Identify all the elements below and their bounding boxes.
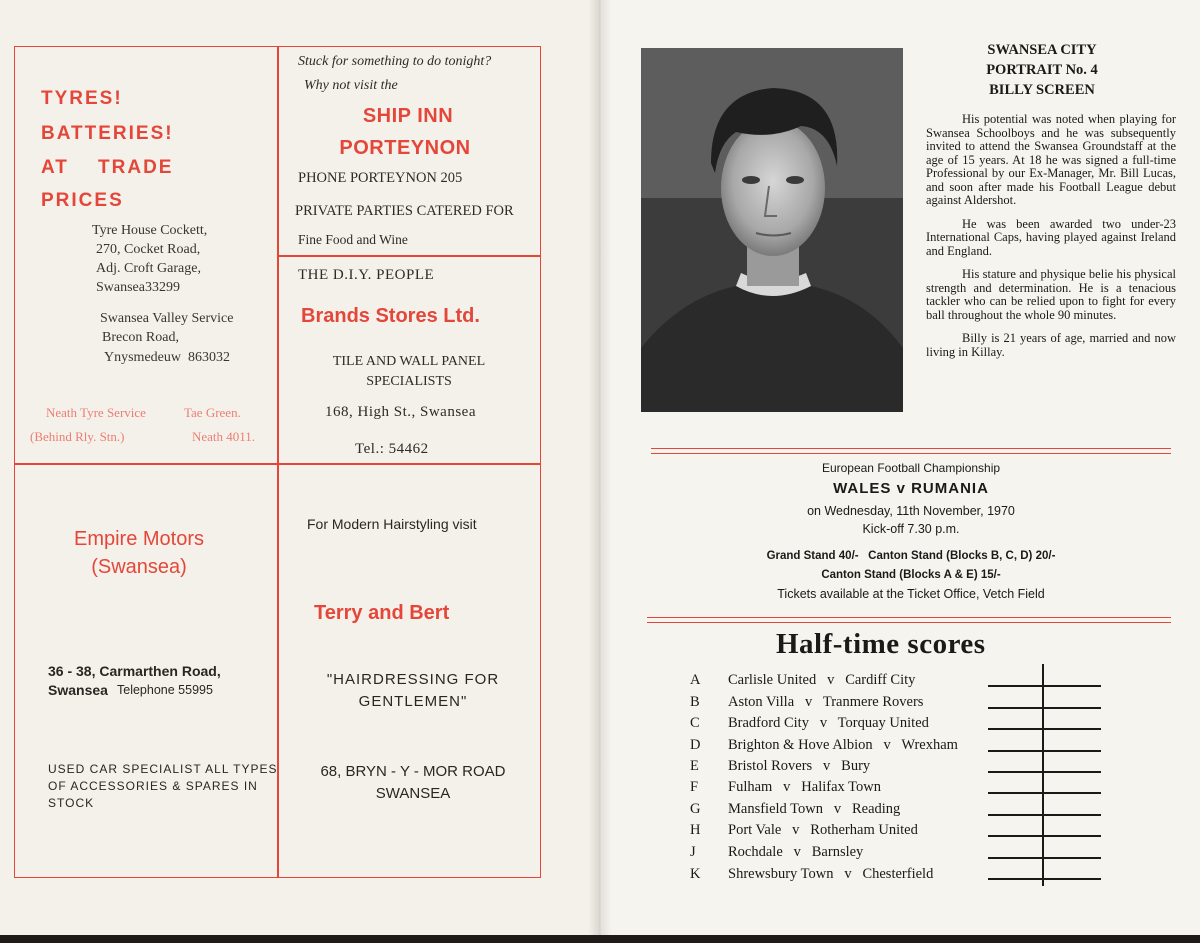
row-match: Bradford City v Torquay United <box>728 715 929 731</box>
brands-stores-name: Brands Stores Ltd. <box>301 305 480 327</box>
tyres-headline-3: AT TRADE <box>41 157 174 178</box>
diy-tagline: THE D.I.Y. PEOPLE <box>298 267 435 283</box>
bio-paragraph: His potential was noted when playing for Swansea Schoolboys and he was subsequently invited to attend the Swansea Groundstaff at the age of 15 years. At 18 he was signed a full-time Professional by our Ex-Manager, Mr. Bill Lucas, and soon after made his Football League debut against Aldershot. <box>926 112 1176 207</box>
row-match: Port Vale v Rotherham United <box>728 822 918 838</box>
ship-name: SHIP INN <box>362 105 454 127</box>
row-match: Mansfield Town v Reading <box>728 801 901 817</box>
tyres-address2-line: Brecon Road, <box>102 330 179 345</box>
neath-behind: (Behind Rly. Stn.) <box>30 429 125 444</box>
empire-motors-name: Empire Motors (Swansea) <box>73 528 205 578</box>
tyres-headline-2: BATTERIES! <box>41 123 174 144</box>
score-column-divider <box>1042 664 1044 886</box>
tyres-address1-line: 270, Cocket Road, <box>96 242 201 257</box>
score-entry-line <box>988 814 1101 816</box>
championship-kickoff: Kick-off 7.30 p.m. <box>862 522 960 536</box>
row-letter: D <box>690 737 701 753</box>
ticket-prices-2: Canton Stand (Blocks A & E) 15/- <box>821 569 1001 581</box>
diy-telephone: Tel.: 54462 <box>355 441 429 457</box>
grid-horizontal-divider <box>14 463 541 465</box>
neath-location: Tae Green. <box>184 405 241 420</box>
half-time-title: Half-time scores <box>776 628 986 660</box>
tyres-address1-line: Swansea33299 <box>96 280 180 295</box>
terry-and-bert-name: Terry and Bert <box>314 602 450 624</box>
row-match: Fulham v Halifax Town <box>728 779 881 795</box>
player-photo <box>641 48 903 412</box>
row-letter: K <box>690 866 701 882</box>
row-letter: G <box>690 801 701 817</box>
ship-location: PORTEYNON <box>339 137 471 159</box>
portrait-illustration <box>641 48 903 412</box>
player-biography <box>926 113 1176 369</box>
tyres-address1-line: Tyre House Cockett, <box>92 223 208 238</box>
row-match: Brighton & Hove Albion v Wrexham <box>728 737 958 753</box>
divider-bottom <box>647 617 1171 623</box>
score-entry-line <box>988 685 1101 687</box>
hair-intro: For Modern Hairstyling visit <box>307 516 477 532</box>
spine-fold <box>588 0 612 935</box>
empire-used-cars: USED CAR SPECIALIST ALL TYPES OF ACCESSORIES & SPARES IN STOCK <box>48 762 278 810</box>
score-entry-line <box>988 835 1101 837</box>
row-letter: E <box>690 758 699 774</box>
bio-paragraph: Billy is 21 years of age, married and now living in Killay. <box>926 331 1176 359</box>
row-letter: C <box>690 715 700 731</box>
neath-phone: Neath 4011. <box>192 429 256 444</box>
ship-phone: PHONE PORTEYNON 205 <box>298 170 463 186</box>
empire-address-line2: Swansea <box>48 682 108 698</box>
score-entry-line <box>988 750 1101 752</box>
row-match: Bristol Rovers v Bury <box>728 758 871 774</box>
diy-specialists: TILE AND WALL PANEL SPECIALISTS <box>332 354 486 389</box>
portrait-title-2: PORTRAIT No. 4 <box>986 62 1098 78</box>
row-letter: A <box>690 672 701 688</box>
ship-diy-divider <box>277 255 541 257</box>
championship-match: WALES v RUMANIA <box>833 480 989 497</box>
hair-slogan: "HAIRDRESSING FOR GENTLEMEN" <box>326 671 500 710</box>
row-match: Rochdale v Barnsley <box>728 844 864 860</box>
row-match: Shrewsbury Town v Chesterfield <box>728 866 934 882</box>
ship-food: Fine Food and Wine <box>298 232 408 247</box>
bio-paragraph: His stature and physique belie his physical strength and determination. He is a tenacious tackler who can be relied upon to fight for every ball throughout the whole 90 minutes. <box>926 267 1176 322</box>
row-match: Aston Villa v Tranmere Rovers <box>728 694 924 710</box>
bio-paragraph: He was been awarded two under-23 International Caps, having played against Ireland and England. <box>926 216 1176 258</box>
ship-parties: PRIVATE PARTIES CATERED FOR <box>295 203 514 219</box>
score-entry-line <box>988 857 1101 859</box>
tyres-headline-1: TYRES! <box>41 88 123 109</box>
empire-telephone: Telephone 55995 <box>117 683 213 697</box>
tyres-headline-4: PRICES <box>41 190 124 211</box>
neath-service: Neath Tyre Service <box>46 405 146 420</box>
score-entry-line <box>988 728 1101 730</box>
hair-address: 68, BRYN - Y - MOR ROAD SWANSEA <box>320 763 506 802</box>
row-letter: F <box>690 779 699 795</box>
ticket-office: Tickets available at the Ticket Office, Vetch Field <box>777 587 1045 601</box>
row-match: Carlisle United v Cardiff City <box>728 672 916 688</box>
score-entry-line <box>988 878 1101 880</box>
tyres-address2-line: Ynysmedeuw 863032 <box>104 350 230 365</box>
ship-intro-2: Why not visit the <box>304 78 398 93</box>
row-letter: H <box>690 822 701 838</box>
score-entry-line <box>988 707 1101 709</box>
empire-address-line1: 36 - 38, Carmarthen Road, <box>48 663 221 679</box>
score-entry-line <box>988 792 1101 794</box>
score-entry-line <box>988 771 1101 773</box>
diy-address: 168, High St., Swansea <box>325 404 476 420</box>
grid-vertical-divider <box>277 46 279 878</box>
tyres-address1-line: Adj. Croft Garage, <box>96 261 201 276</box>
bottom-edge <box>0 935 1200 943</box>
tyres-address2-line: Swansea Valley Service <box>100 311 234 326</box>
portrait-title-1: SWANSEA CITY <box>987 42 1097 58</box>
championship-title: European Football Championship <box>821 461 1001 475</box>
row-letter: J <box>690 844 696 860</box>
ship-intro-1: Stuck for something to do tonight? <box>298 54 492 69</box>
ticket-prices-1: Grand Stand 40/- Canton Stand (Blocks B, C, D) 20/- <box>766 550 1056 562</box>
row-letter: B <box>690 694 700 710</box>
portrait-title-3: BILLY SCREEN <box>989 82 1095 98</box>
divider-top <box>651 448 1171 454</box>
championship-date: on Wednesday, 11th November, 1970 <box>807 504 1015 518</box>
